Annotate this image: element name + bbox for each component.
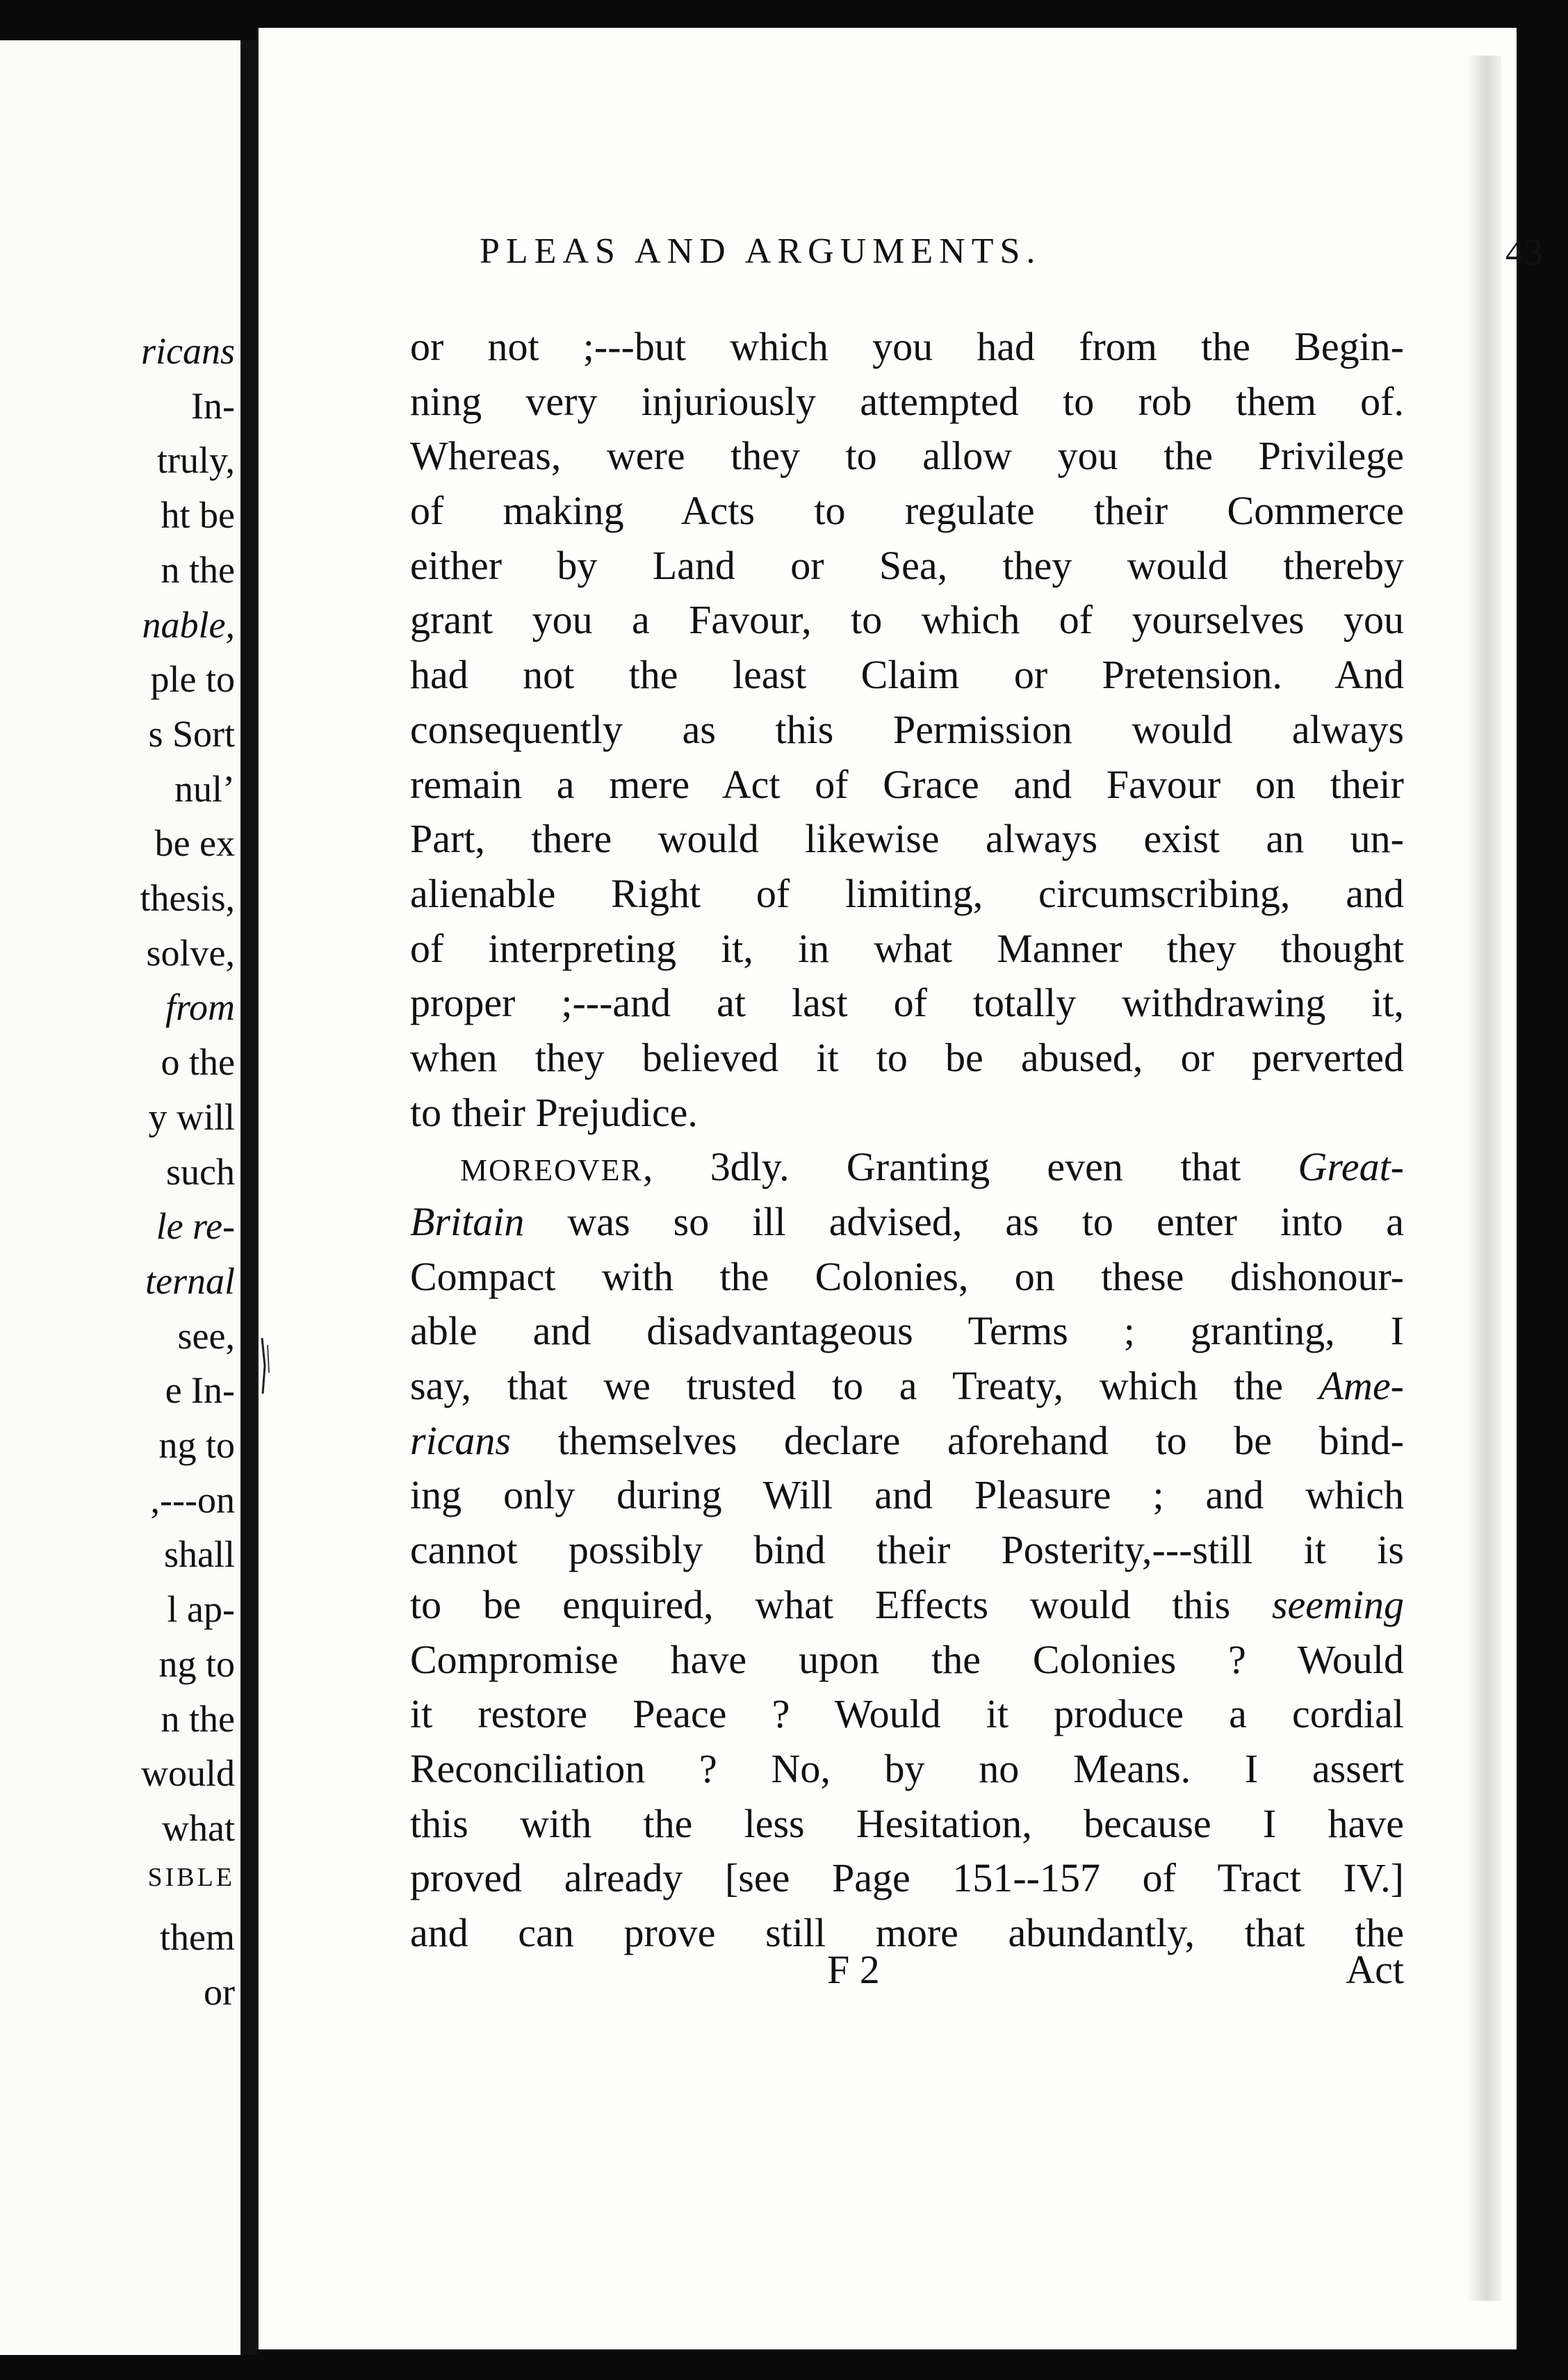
facing-page-line: them [160, 1916, 235, 1959]
text-line [410, 976, 1404, 1031]
italic-text: ricans [410, 1417, 511, 1463]
text-line [410, 539, 1404, 594]
line-text: ning very injuriously attempted to rob them of. [410, 378, 1404, 424]
facing-page-line: le re- [156, 1205, 235, 1248]
book-page [257, 28, 1543, 2349]
line-text: or not ;---but which you had from the Begin- [410, 324, 1404, 369]
running-head [480, 231, 1543, 281]
text-line [410, 375, 1404, 430]
facing-page-line: what [162, 1807, 235, 1849]
facing-page-line: nul’ [174, 767, 235, 810]
line-text: proved already [see Page 151--157 of Tract IV.] [410, 1855, 1404, 1901]
line-text: proper ;---and at last of totally withdrawing it, [410, 980, 1404, 1026]
line-text: able and disadvantageous Terms ; granting, I [410, 1308, 1404, 1354]
text-line [410, 429, 1404, 484]
facing-page-line: l ap- [167, 1588, 235, 1631]
line-text: it restore Peace ? Would it produce a cordial [410, 1691, 1404, 1737]
line-text: ing only during Will and Pleasure ; and which [410, 1472, 1404, 1518]
small-caps-text: MOREOVER [460, 1153, 643, 1188]
text-line [410, 1359, 1404, 1414]
line-text: consequently as this Permission would always [410, 706, 1404, 752]
facing-page-line: o the [161, 1041, 235, 1084]
facing-page-line: In- [191, 384, 235, 427]
text-line [410, 1086, 1404, 1141]
line-text: and can prove still more abundantly, that the [410, 1909, 1404, 1955]
facing-page-line: ,---on [150, 1478, 235, 1521]
text-line [410, 1195, 1404, 1250]
line-text: was so ill advised, as to enter into a [524, 1199, 1404, 1244]
line-text: say, that we trusted to a Treaty, which the [410, 1363, 1319, 1409]
text-line [410, 812, 1404, 867]
facing-page-line: or [204, 1971, 235, 2013]
facing-page-line: see, [177, 1314, 235, 1357]
text-line [410, 1578, 1404, 1633]
text-line [410, 1797, 1404, 1852]
line-text: Part, there would likewise always exist an un- [410, 816, 1404, 862]
line-text: Reconciliation ? No, by no Means. I assert [410, 1745, 1404, 1791]
text-line [410, 758, 1404, 813]
line-text: cannot possibly bind their Posterity,---still it is [410, 1527, 1404, 1573]
text-line [410, 703, 1404, 758]
italic-text: seeming [1271, 1581, 1404, 1627]
page-number: 43 [1505, 231, 1543, 273]
text-line [410, 1742, 1404, 1797]
facing-page-line: ng to [158, 1424, 235, 1466]
facing-page-line: e In- [165, 1369, 235, 1412]
facing-page-line: thesis, [140, 877, 235, 919]
text-line [410, 867, 1404, 922]
body-text [410, 320, 1404, 1961]
facing-page-line: such [166, 1150, 235, 1193]
text-line [410, 1851, 1404, 1906]
text-line [410, 593, 1404, 648]
facing-page-line: ternal [145, 1260, 235, 1302]
facing-page-line: would [141, 1752, 235, 1795]
facing-page-line: n the [161, 548, 235, 591]
facing-page-line: ng to [158, 1643, 235, 1685]
italic-text: Ame- [1318, 1363, 1404, 1409]
binding-thread-mark [259, 1335, 273, 1397]
facing-page-line: n the [161, 1697, 235, 1740]
facing-page-line: y will [148, 1095, 235, 1138]
text-line [410, 922, 1404, 977]
facing-page-line: ricans [141, 330, 235, 372]
text-line [410, 1031, 1404, 1086]
line-text: when they believed it to be abused, or perverted [410, 1034, 1404, 1080]
line-text: themselves declare aforehand to be bind- [511, 1417, 1404, 1463]
catchword: Act [1346, 1947, 1404, 1992]
line-text: to be enquired, what Effects would this [410, 1581, 1272, 1627]
facing-page-line: shall [164, 1533, 235, 1576]
page-edge [1467, 56, 1501, 2301]
facing-page-line: truly, [157, 439, 235, 482]
text-line [410, 1140, 1404, 1195]
text-line [410, 1250, 1404, 1305]
line-text: Whereas, were they to allow you the Privilege [410, 433, 1404, 479]
text-line [410, 1687, 1404, 1742]
facing-page-line: solve, [146, 931, 235, 974]
text-line [410, 1304, 1404, 1359]
text-line [410, 1523, 1404, 1578]
line-text: remain a mere Act of Grace and Favour on their [410, 761, 1404, 807]
line-text: grant you a Favour, to which of yourselves you [410, 597, 1404, 643]
line-text: Compromise have upon the Colonies ? Would [410, 1636, 1404, 1682]
facing-page-line: be ex [154, 822, 235, 865]
facing-page-line: SIBLE [147, 1862, 235, 1892]
line-text: to their Prejudice. [410, 1089, 698, 1135]
book-gutter [240, 40, 257, 2355]
text-line [410, 1414, 1404, 1469]
line-text: either by Land or Sea, they would thereby [410, 542, 1404, 588]
text-line [410, 1468, 1404, 1523]
text-line [410, 648, 1404, 703]
text-line [410, 1633, 1404, 1688]
italic-text: Britain [410, 1199, 525, 1244]
line-text: had not the least Claim or Pretension. And [410, 652, 1404, 698]
line-text: , 3dly. Granting even that [642, 1144, 1298, 1190]
facing-page-line: s Sort [148, 712, 235, 755]
running-title: PLEAS AND ARGUMENTS. [480, 231, 1042, 271]
line-text: of interpreting it, in what Manner they thought [410, 925, 1404, 971]
facing-page-fragment [0, 40, 243, 2355]
signature-mark: F 2 [827, 1947, 880, 1992]
facing-page-line: ple to [150, 658, 235, 701]
italic-text: Great- [1298, 1144, 1404, 1190]
line-text: of making Acts to regulate their Commerce [410, 488, 1404, 534]
line-text: this with the less Hesitation, because I have [410, 1800, 1404, 1846]
text-line [410, 320, 1404, 375]
facing-page-line: nable, [142, 603, 235, 646]
line-text: alienable Right of limiting, circumscribing, and [410, 870, 1404, 916]
text-line [410, 484, 1404, 539]
page-footer [410, 1946, 1404, 1995]
facing-page-line: ht be [161, 494, 235, 537]
facing-page-line: from [165, 986, 235, 1029]
line-text: Compact with the Colonies, on these dishonour- [410, 1253, 1404, 1299]
